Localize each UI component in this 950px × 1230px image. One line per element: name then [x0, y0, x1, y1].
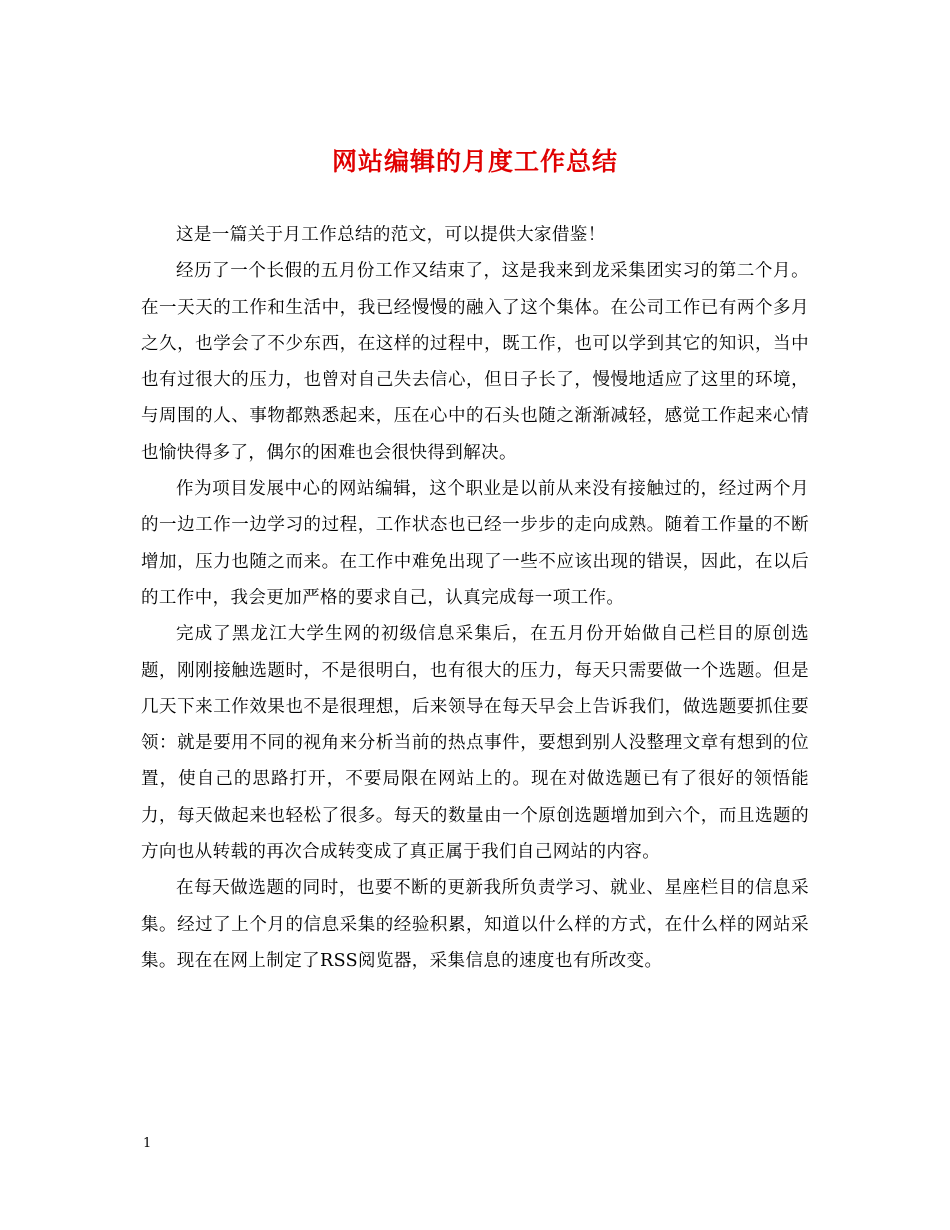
document-body — [141, 217, 809, 979]
paragraph-intro: 这是一篇关于月工作总结的范文，可以提供大家借鉴！ — [176, 225, 606, 245]
paragraph-3: 完成了黑龙江大学生网的初级信息采集后，在五月份开始做自己栏目的原创选题，刚刚接触选题时，不是很明白，也有很大的压力，每天只需要做一个选题。但是几天下来工作效果也不是很理想，后来领导在每天早会上告诉我们，做选题要抓住要领：就是要用不同的视角来分析当前的热点事件，要想到别人没整理文章有想到的位置，使自己的思路打开，不要局限在网站上的。现在对做选题已有了很好的领悟能力，每天做起来也轻松了很多。每天的数量由一个原创选题增加到六个，而且选题的方向也从转载的再次合成转变成了真正属于我们自己网站的内容。 — [141, 624, 809, 863]
paragraph-1: 经历了一个长假的五月份工作又结束了，这是我来到龙采集团实习的第二个月。在一天天的工作和生活中，我已经慢慢的融入了这个集体。在公司工作已有两个多月之久，也学会了不少东西，在这样的过程中，既工作，也可以学到其它的知识，当中也有过很大的压力，也曾对自己失去信心，但日子长了，慢慢地适应了这里的环境，与周围的人、事物都熟悉起来，压在心中的石头也随之渐渐减轻，感觉工作起来心情也愉快得多了，偶尔的困难也会很快得到解决。 — [141, 261, 809, 463]
document-title: 网站编辑的月度工作总结 — [331, 147, 618, 176]
page-number: 1 — [143, 1136, 152, 1151]
paragraph-4: 在每天做选题的同时，也要不断的更新我所负责学习、就业、星座栏目的信息采集。经过了上个月的信息采集的经验积累，知道以什么样的方式，在什么样的网站采集。现在在网上制定了RSS阅览器，采集信息的速度也有所改变。 — [141, 878, 809, 971]
paragraph-2: 作为项目发展中心的网站编辑，这个职业是以前从来没有接触过的，经过两个月的一边工作一边学习的过程，工作状态也已经一步步的走向成熟。随着工作量的不断增加，压力也随之而来。在工作中难免出现了一些不应该出现的错误，因此，在以后的工作中，我会更加严格的要求自己，认真完成每一项工作。 — [141, 479, 809, 608]
